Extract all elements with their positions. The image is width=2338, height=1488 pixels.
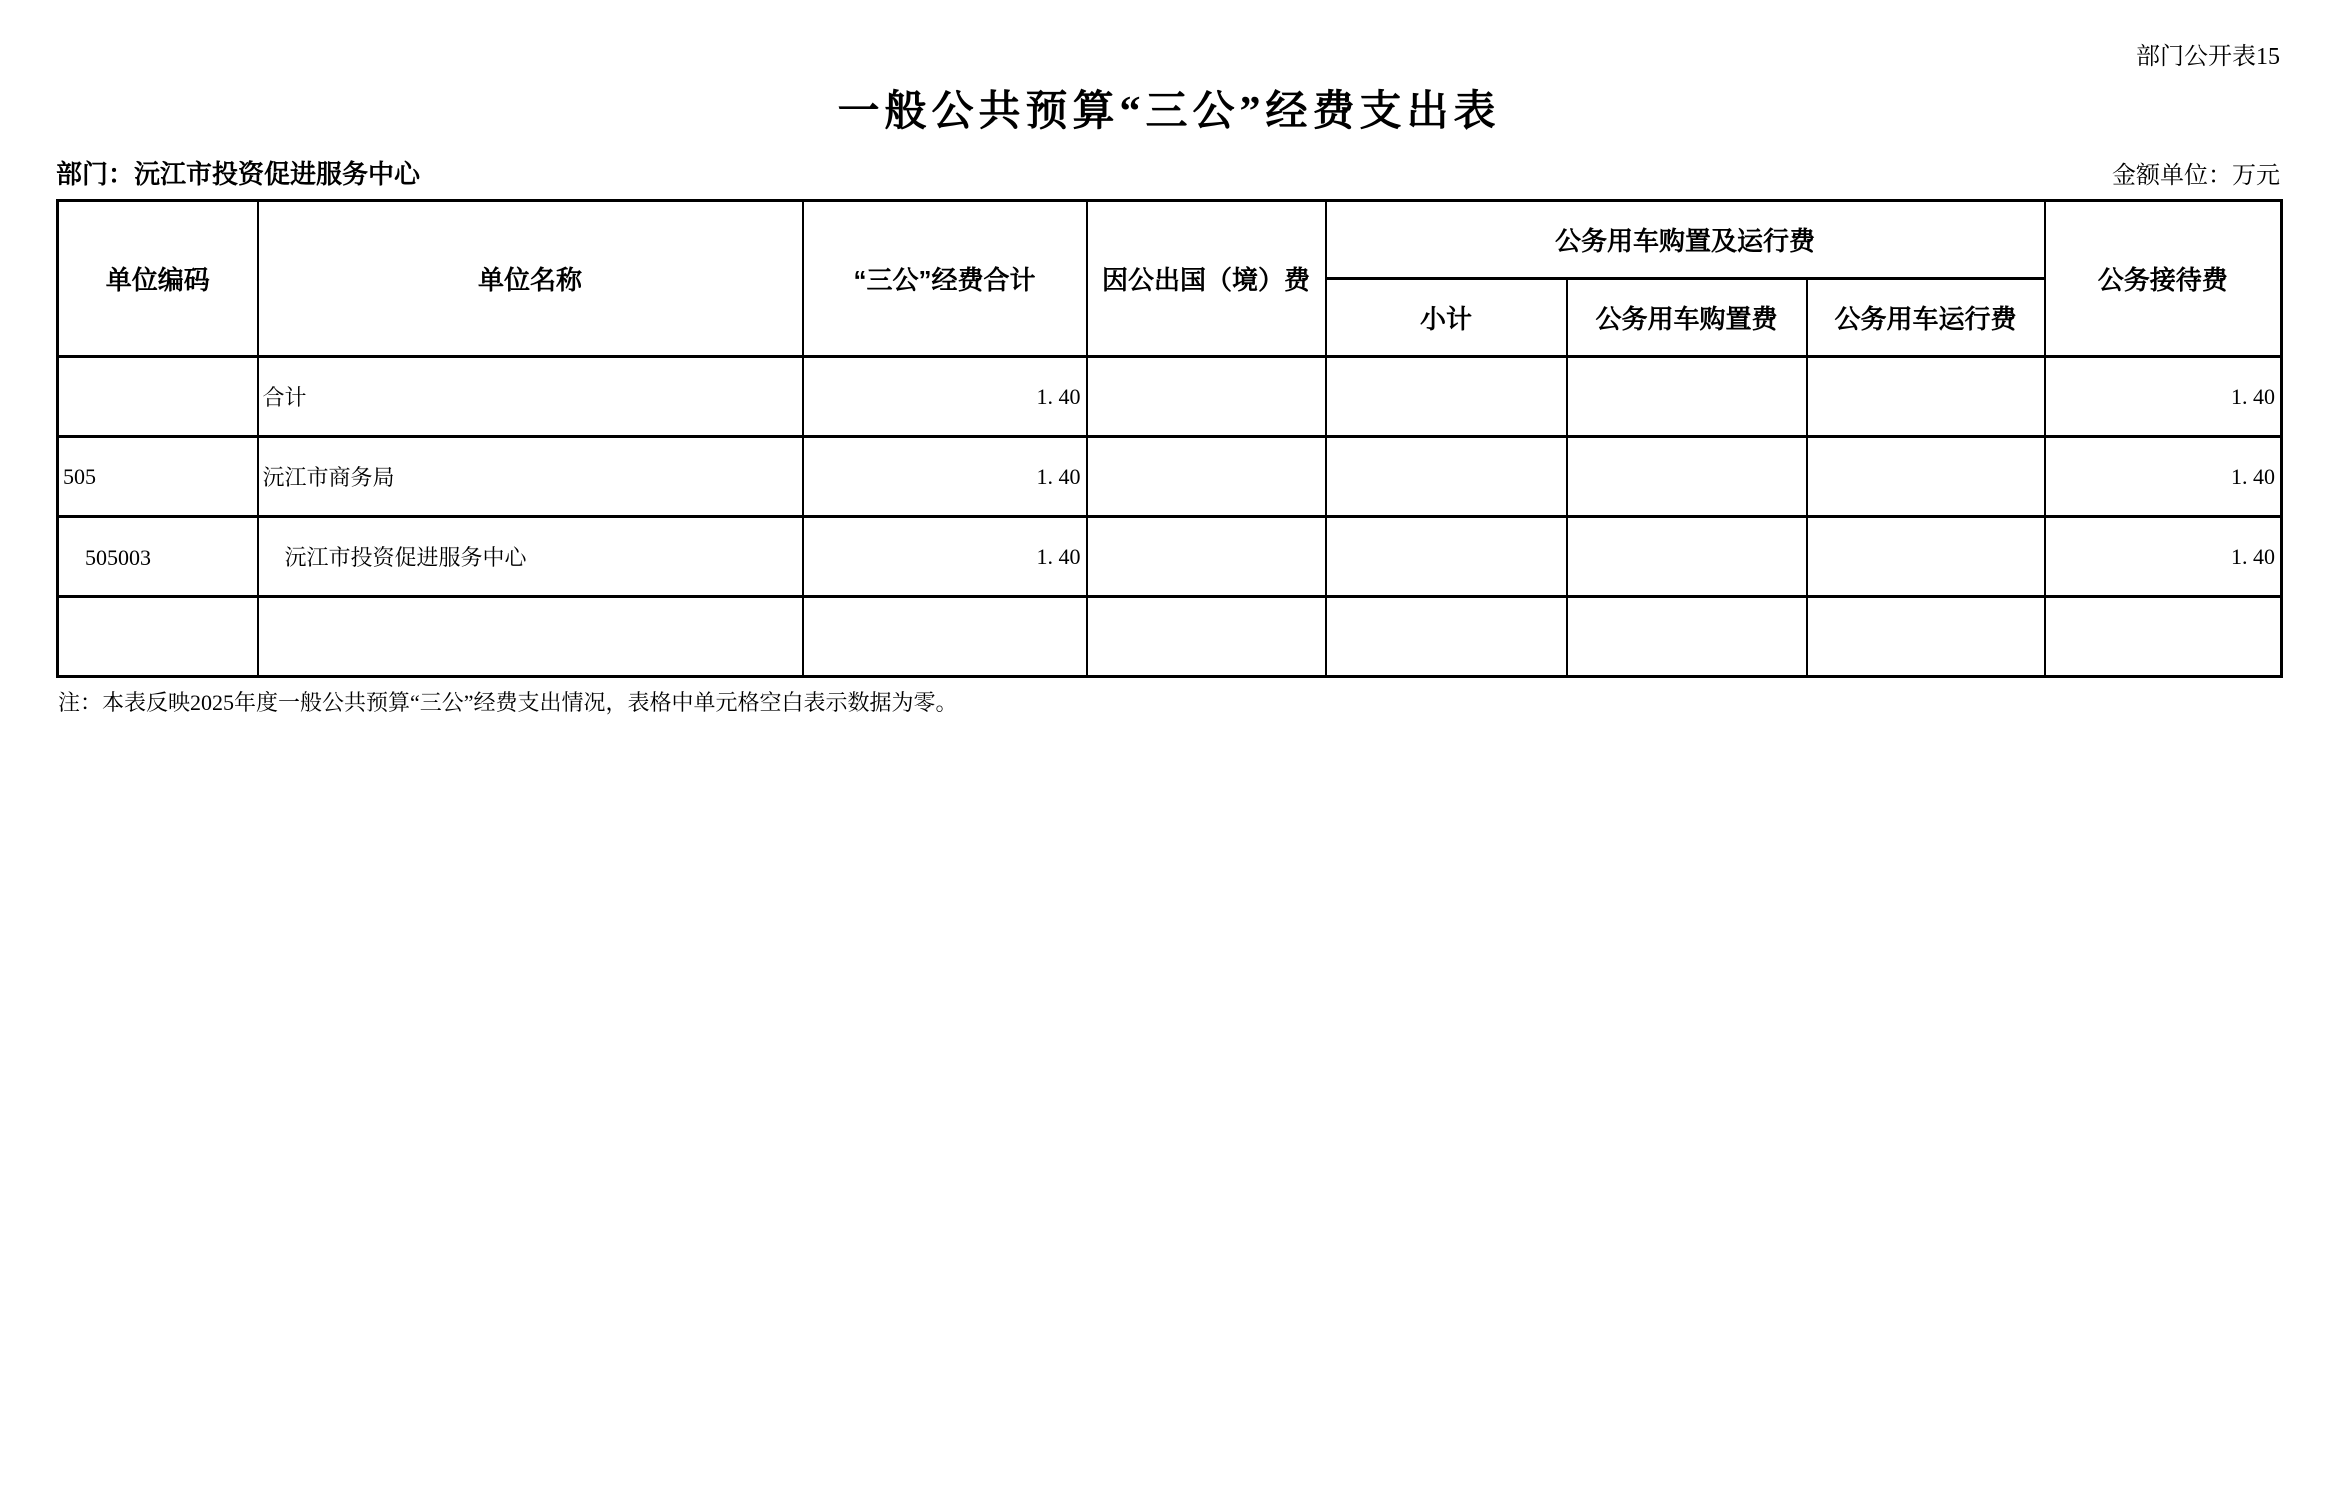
cell-vehicle-operation bbox=[1807, 597, 2045, 677]
footnote: 注：本表反映2025年度一般公共预算“三公”经费支出情况，表格中单元格空白表示数据为零。 bbox=[58, 690, 958, 715]
header-three-public-total: “三公”经费合计 bbox=[803, 201, 1087, 357]
cell-three-public-total: 1. 40 bbox=[803, 357, 1087, 437]
cell-vehicle-operation bbox=[1807, 357, 2045, 437]
cell-vehicle-operation bbox=[1807, 517, 2045, 597]
cell-vehicle-operation bbox=[1807, 437, 2045, 517]
cell-unit-code: 505 bbox=[58, 437, 258, 517]
cell-vehicle-subtotal bbox=[1326, 517, 1567, 597]
cell-three-public-total: 1. 40 bbox=[803, 437, 1087, 517]
cell-unit-name: 沅江市商务局 bbox=[258, 437, 803, 517]
cell-abroad-fee bbox=[1087, 437, 1326, 517]
header-unit-code: 单位编码 bbox=[58, 201, 258, 357]
cell-unit-name: 合计 bbox=[258, 357, 803, 437]
meta-row bbox=[56, 154, 2280, 191]
cell-three-public-total: 1. 40 bbox=[803, 517, 1087, 597]
cell-reception-fee: 1. 40 bbox=[2045, 437, 2282, 517]
cell-abroad-fee bbox=[1087, 597, 1326, 677]
department-label: 部门：沅江市投资促进服务中心 bbox=[56, 159, 421, 189]
cell-three-public-total bbox=[803, 597, 1087, 677]
header-vehicle-purchase: 公务用车购置费 bbox=[1567, 279, 1807, 357]
table-row-total bbox=[58, 357, 2282, 437]
cell-unit-name: 沅江市投资促进服务中心 bbox=[258, 517, 803, 597]
header-vehicle-subtotal: 小计 bbox=[1326, 279, 1567, 357]
cell-vehicle-purchase bbox=[1567, 357, 1807, 437]
table-row bbox=[58, 517, 2282, 597]
cell-unit-code: 505003 bbox=[58, 517, 258, 597]
header-abroad-fee: 因公出国（境）费 bbox=[1087, 201, 1326, 357]
cell-reception-fee: 1. 40 bbox=[2045, 517, 2282, 597]
cell-unit-code bbox=[58, 357, 258, 437]
cell-vehicle-subtotal bbox=[1326, 597, 1567, 677]
cell-vehicle-purchase bbox=[1567, 437, 1807, 517]
cell-unit-name bbox=[258, 597, 803, 677]
three-public-expense-table bbox=[56, 199, 2283, 678]
table-row bbox=[58, 437, 2282, 517]
header-vehicle-operation: 公务用车运行费 bbox=[1807, 279, 2045, 357]
page-title: 一般公共预算“三公”经费支出表 bbox=[837, 89, 1501, 135]
header-vehicle-group: 公务用车购置及运行费 bbox=[1326, 201, 2045, 279]
amount-unit-label: 金额单位：万元 bbox=[2112, 163, 2280, 189]
cell-abroad-fee bbox=[1087, 357, 1326, 437]
header-row-top bbox=[58, 201, 2282, 279]
cell-vehicle-purchase bbox=[1567, 517, 1807, 597]
header-unit-name: 单位名称 bbox=[258, 201, 803, 357]
table-number-label: 部门公开表15 bbox=[2136, 44, 2280, 70]
header-reception-fee: 公务接待费 bbox=[2045, 201, 2282, 357]
cell-vehicle-purchase bbox=[1567, 597, 1807, 677]
table-row-empty bbox=[58, 597, 2282, 677]
cell-reception-fee: 1. 40 bbox=[2045, 357, 2282, 437]
cell-abroad-fee bbox=[1087, 517, 1326, 597]
cell-vehicle-subtotal bbox=[1326, 437, 1567, 517]
cell-reception-fee bbox=[2045, 597, 2282, 677]
cell-unit-code bbox=[58, 597, 258, 677]
cell-vehicle-subtotal bbox=[1326, 357, 1567, 437]
